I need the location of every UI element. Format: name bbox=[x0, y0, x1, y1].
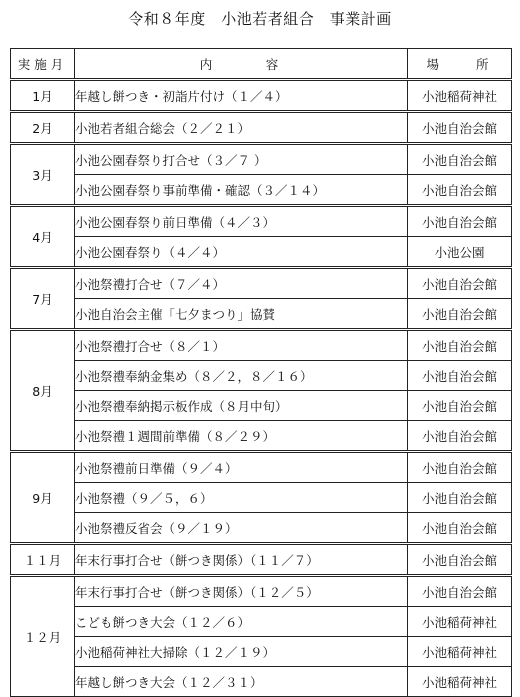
content-cell: 小池公園春祭り事前準備・確認（３／１４） bbox=[75, 175, 408, 206]
place-cell: 小池自治会館 bbox=[408, 175, 512, 206]
month-cell: 9月 bbox=[11, 452, 75, 544]
place-cell: 小池自治会館 bbox=[408, 452, 512, 483]
content-cell: 小池若者組合総会（２／２１） bbox=[75, 112, 408, 144]
month-cell: １２月 bbox=[11, 576, 75, 697]
table-row bbox=[11, 607, 512, 637]
content-cell: 小池公園春祭り（４／４） bbox=[75, 237, 408, 268]
place-cell: 小池自治会館 bbox=[408, 330, 512, 361]
content-cell: 小池祭禮前日準備（９／４） bbox=[75, 452, 408, 483]
content-cell: 年末行事打合せ（餅つき関係）（１１／７） bbox=[75, 544, 408, 576]
month-cell: 2月 bbox=[11, 112, 75, 144]
content-cell: 小池祭禮奉納掲示板作成（８月中旬） bbox=[75, 391, 408, 421]
table-row bbox=[11, 544, 512, 576]
content-cell: 小池公園春祭り打合せ（３／７ ） bbox=[75, 144, 408, 175]
month-cell: 4月 bbox=[11, 206, 75, 268]
header-row bbox=[11, 49, 512, 80]
place-cell: 小池自治会館 bbox=[408, 576, 512, 607]
table-row bbox=[11, 299, 512, 330]
table-row bbox=[11, 144, 512, 175]
place-cell: 小池自治会館 bbox=[408, 268, 512, 299]
table-row bbox=[11, 112, 512, 144]
content-cell: 小池祭禮打合せ（８／１） bbox=[75, 330, 408, 361]
month-cell: 3月 bbox=[11, 144, 75, 206]
header-content: 内 容 bbox=[75, 49, 408, 80]
place-cell: 小池自治会館 bbox=[408, 144, 512, 175]
place-cell: 小池自治会館 bbox=[408, 513, 512, 544]
table-row bbox=[11, 513, 512, 544]
place-cell: 小池自治会館 bbox=[408, 421, 512, 452]
table-row bbox=[11, 421, 512, 452]
place-cell: 小池稲荷神社 bbox=[408, 667, 512, 697]
place-cell: 小池自治会館 bbox=[408, 112, 512, 144]
table-header bbox=[11, 49, 512, 80]
month-cell: 8月 bbox=[11, 330, 75, 452]
table-row bbox=[11, 175, 512, 206]
content-cell: 小池祭禮１週間前準備（８／２９） bbox=[75, 421, 408, 452]
table-row bbox=[11, 667, 512, 697]
place-cell: 小池自治会館 bbox=[408, 361, 512, 391]
content-cell: 小池祭禮反省会（９／１９） bbox=[75, 513, 408, 544]
content-cell: 年末行事打合せ（餅つき関係）（１２／５） bbox=[75, 576, 408, 607]
place-cell: 小池稲荷神社 bbox=[408, 637, 512, 667]
table-row bbox=[11, 80, 512, 112]
content-cell: こども餅つき大会（１２／６） bbox=[75, 607, 408, 637]
content-cell: 小池祭禮（９／５，６） bbox=[75, 483, 408, 513]
place-cell: 小池自治会館 bbox=[408, 299, 512, 330]
table-row bbox=[11, 576, 512, 607]
place-cell: 小池自治会館 bbox=[408, 206, 512, 237]
table-row bbox=[11, 206, 512, 237]
table-body bbox=[11, 80, 512, 697]
month-cell: 7月 bbox=[11, 268, 75, 330]
content-cell: 小池祭禮打合せ（７／４） bbox=[75, 268, 408, 299]
table-row bbox=[11, 452, 512, 483]
content-cell: 小池祭禮奉納金集め（８／２，８／１６） bbox=[75, 361, 408, 391]
header-month: 実施月 bbox=[11, 49, 75, 80]
month-cell: １１月 bbox=[11, 544, 75, 576]
content-cell: 年越し餅つき大会（１２／３１） bbox=[75, 667, 408, 697]
content-cell: 小池自治会主催「七夕まつり」協賛 bbox=[75, 299, 408, 330]
month-cell: 1月 bbox=[11, 80, 75, 112]
table-row bbox=[11, 330, 512, 361]
place-cell: 小池自治会館 bbox=[408, 544, 512, 576]
table-row bbox=[11, 483, 512, 513]
table-row bbox=[11, 637, 512, 667]
content-cell: 小池公園春祭り前日準備（４／３） bbox=[75, 206, 408, 237]
place-cell: 小池稲荷神社 bbox=[408, 607, 512, 637]
content-cell: 年越し餅つき・初詣片付け（１／４） bbox=[75, 80, 408, 112]
place-cell: 小池自治会館 bbox=[408, 391, 512, 421]
place-cell: 小池自治会館 bbox=[408, 483, 512, 513]
place-cell: 小池稲荷神社 bbox=[408, 80, 512, 112]
table-row bbox=[11, 361, 512, 391]
table-row bbox=[11, 268, 512, 299]
event-plan-table bbox=[10, 48, 512, 697]
document-title: 令和８年度 小池若者組合 事業計画 bbox=[128, 10, 392, 28]
place-cell: 小池公園 bbox=[408, 237, 512, 268]
content-cell: 小池稲荷神社大掃除（１２／１９） bbox=[75, 637, 408, 667]
table-row bbox=[11, 391, 512, 421]
table-row bbox=[11, 237, 512, 268]
header-place: 場 所 bbox=[408, 49, 512, 80]
